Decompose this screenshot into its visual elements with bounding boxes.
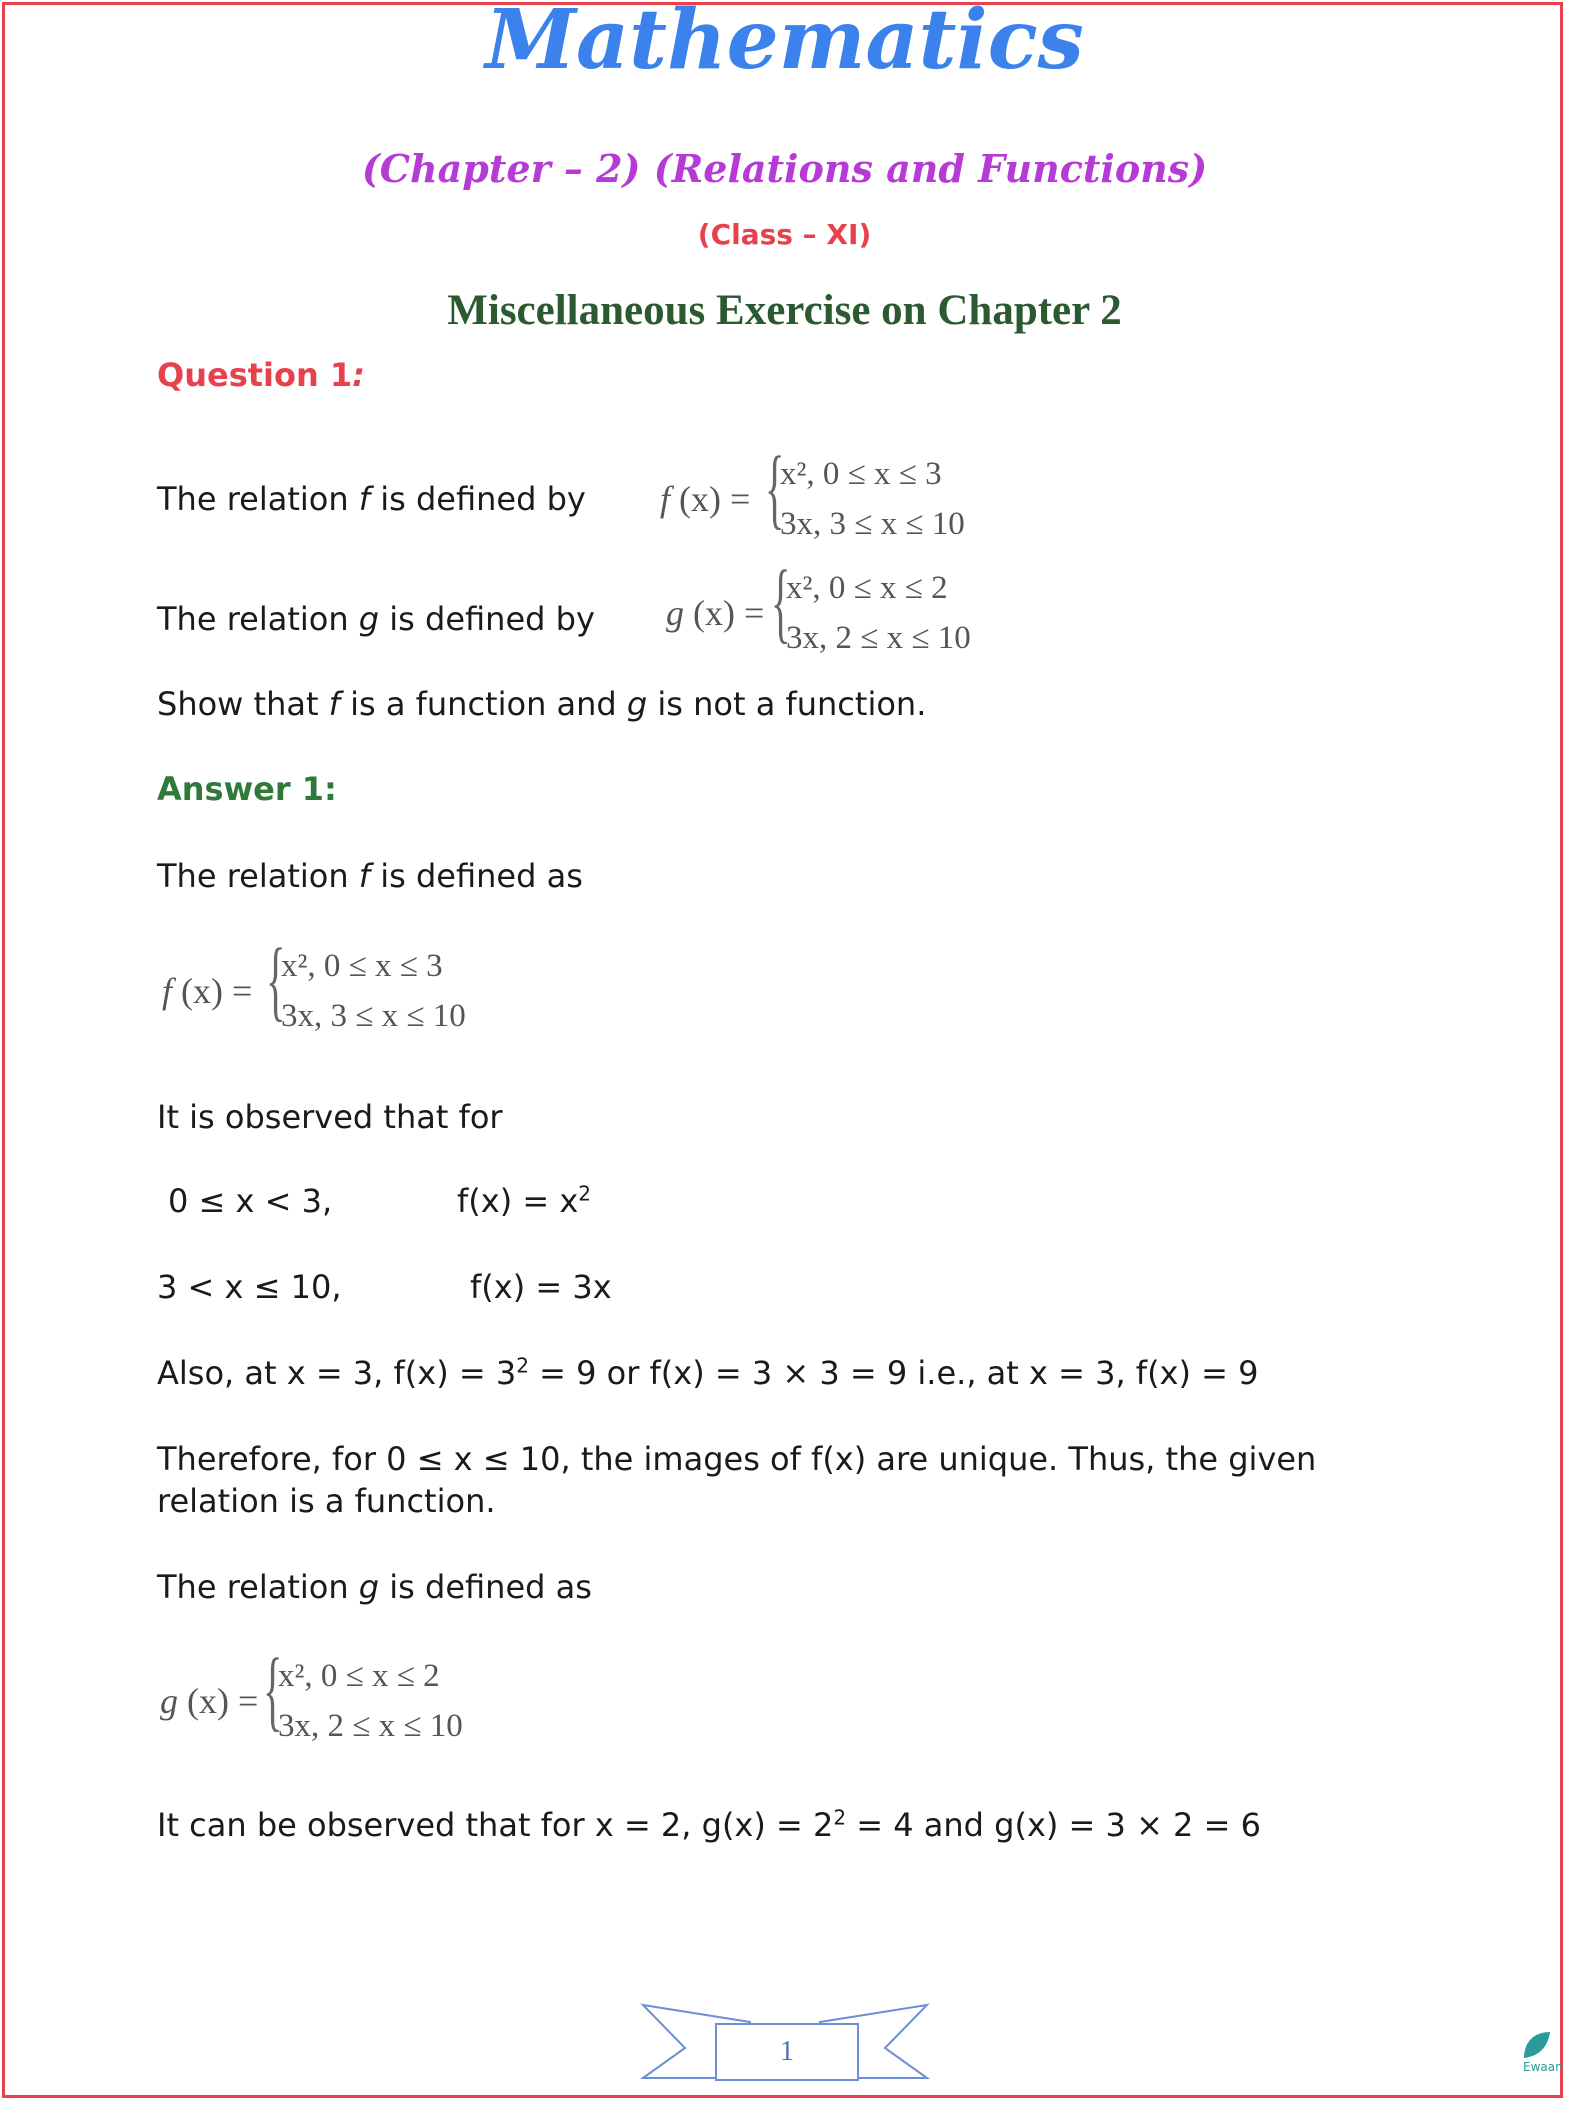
var-g: g [626, 685, 648, 723]
case1-value [457, 1182, 591, 1220]
case-row-1: x², 0 ≤ x ≤ 3 [281, 948, 443, 984]
also-line [157, 1354, 1258, 1392]
function-name: f [162, 971, 173, 1011]
text: is defined by [379, 600, 595, 638]
question-heading-text: Question 1 [157, 356, 353, 394]
question-show-line [157, 685, 926, 723]
equation-lhs [660, 478, 750, 520]
equation-lhs [160, 1680, 258, 1722]
left-brace: { [765, 439, 785, 538]
function-name: g [666, 593, 684, 633]
case-row-1: x², 0 ≤ x ≤ 3 [780, 456, 942, 492]
case-row-2: 3x, 3 ≤ x ≤ 10 [281, 998, 466, 1034]
final-line [157, 1806, 1261, 1844]
exponent: 2 [833, 1805, 847, 1830]
therefore-line-2: relation is a function. [157, 1482, 496, 1520]
text: = 4 and g(x) = 3 × 2 = 6 [846, 1806, 1261, 1844]
function-name: f [660, 479, 671, 519]
lhs-rest: (x) = [693, 593, 765, 633]
question-heading-colon: : [352, 356, 365, 394]
case-row-2: 3x, 2 ≤ x ≤ 10 [786, 620, 971, 656]
text: is defined as [379, 1568, 592, 1606]
logo-text: Ewaan [1523, 2060, 1563, 2074]
text: is a function and [339, 685, 627, 723]
chapter-subtitle: (Chapter – 2) (Relations and Functions) [361, 146, 1208, 191]
page-title: Mathematics [485, 0, 1084, 88]
equation-lhs [162, 970, 252, 1012]
question-line-f [157, 480, 586, 518]
lhs-rest: (x) = [679, 479, 751, 519]
text: The relation [157, 857, 359, 895]
text: It can be observed that for x = 2, g(x) = 2 [157, 1806, 834, 1844]
var-f: f [328, 685, 340, 723]
therefore-line-1: Therefore, for 0 ≤ x ≤ 10, the images of f(x) are unique. Thus, the given [157, 1440, 1317, 1478]
case2-value: f(x) = 3x [470, 1268, 612, 1306]
text: f(x) = x [457, 1182, 579, 1220]
question-heading [157, 356, 365, 394]
var-g: g [358, 600, 380, 638]
left-brace: { [266, 931, 286, 1030]
case2-range: 3 < x ≤ 10, [157, 1268, 342, 1306]
case-row-1: x², 0 ≤ x ≤ 2 [786, 570, 948, 606]
exponent: 2 [578, 1181, 591, 1206]
leaf-logo-icon [1520, 2028, 1554, 2062]
answer-heading: Answer 1: [157, 770, 337, 808]
text: The relation [157, 480, 359, 518]
page-number: 1 [715, 2023, 859, 2081]
left-brace: { [771, 553, 791, 652]
text: is defined by [370, 480, 586, 518]
lhs-rest: (x) = [181, 971, 253, 1011]
case-row-1: x², 0 ≤ x ≤ 2 [278, 1658, 440, 1694]
equation-lhs [666, 592, 764, 634]
answer-f-defined [157, 857, 583, 895]
case1-range: 0 ≤ x < 3, [168, 1182, 333, 1220]
observed-line: It is observed that for [157, 1098, 503, 1136]
var-f: f [358, 480, 371, 518]
case-row-2: 3x, 2 ≤ x ≤ 10 [278, 1708, 463, 1744]
case-row-2: 3x, 3 ≤ x ≤ 10 [780, 506, 965, 542]
var-f: f [358, 857, 371, 895]
left-brace: { [263, 1641, 283, 1740]
text: The relation [157, 1568, 359, 1606]
text: The relation [157, 600, 359, 638]
text: = 9 or f(x) = 3 × 3 = 9 i.e., at x = 3, f(x) = 9 [528, 1354, 1259, 1392]
answer-g-defined [157, 1568, 592, 1606]
exercise-title: Miscellaneous Exercise on Chapter 2 [447, 287, 1122, 334]
text: Show that [157, 685, 329, 723]
question-line-g [157, 600, 595, 638]
lhs-rest: (x) = [187, 1681, 259, 1721]
text: is not a function. [647, 685, 927, 723]
text: is defined as [370, 857, 583, 895]
function-name: g [160, 1681, 178, 1721]
text: Also, at x = 3, f(x) = 3 [157, 1354, 517, 1392]
exponent: 2 [516, 1353, 529, 1378]
var-g: g [358, 1568, 380, 1606]
class-label: (Class – XI) [697, 218, 872, 251]
